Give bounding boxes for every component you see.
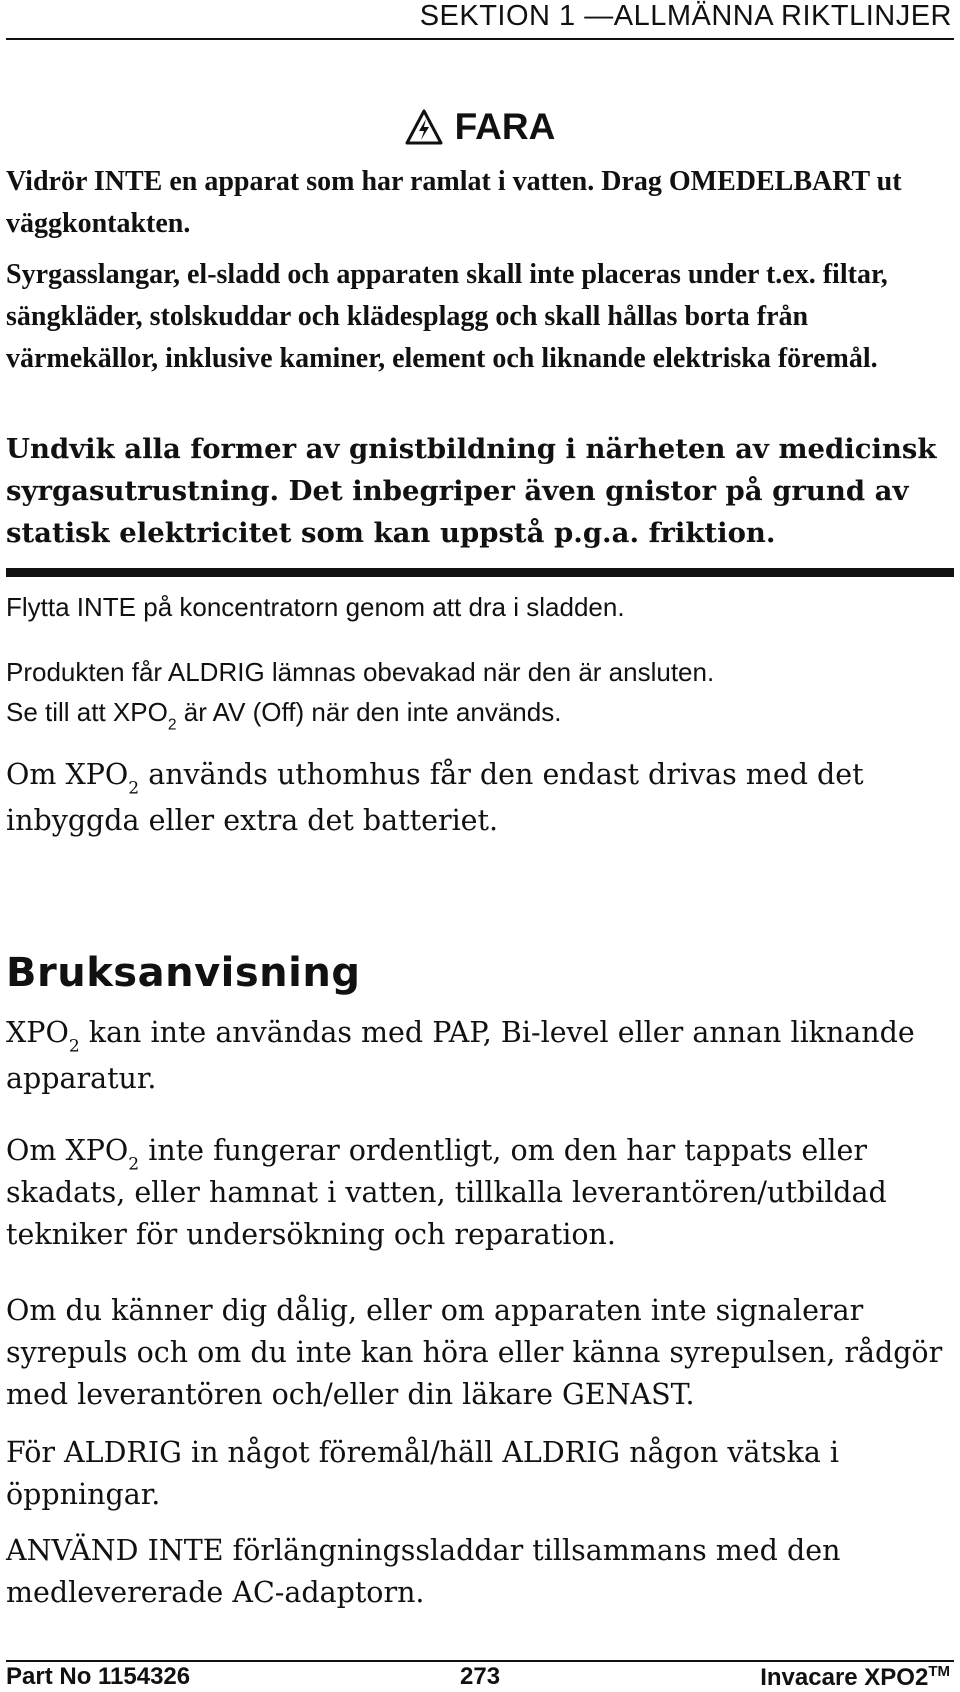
section-heading: Bruksanvisning bbox=[6, 950, 361, 996]
usage-text: inte fungerar ordentligt, om den har tappats eller skadats, eller hamnat i vatten, tillkalla leverantören/utbildad tekniker för undersökning och reparation. bbox=[6, 1134, 887, 1251]
danger-title: FARA bbox=[454, 106, 556, 147]
note-paragraph bbox=[6, 752, 950, 844]
danger-paragraph: Vidrör INTE en apparat som har ramlat i vatten. Drag OMEDELBART ut väggkontakten. bbox=[6, 166, 902, 239]
note-text: Om XPO bbox=[6, 758, 129, 791]
usage-paragraph: För ALDRIG in något föremål/häll ALDRIG någon vätska i öppningar. bbox=[6, 1436, 839, 1511]
subscript: 2 bbox=[68, 1036, 80, 1057]
note-line: Produkten får ALDRIG lämnas obevakad när den är ansluten. bbox=[6, 657, 715, 687]
danger-end-rule bbox=[6, 568, 954, 577]
part-number: Part No 1154326 bbox=[6, 1663, 191, 1690]
danger-paragraph: Syrgasslangar, el-sladd och apparaten skall inte placeras under t.ex. filtar, sängkläder, stolskuddar och klädesplagg och skall hållas borta från värmekällor, inklusive kaminer, element och liknande elektriska föremål. bbox=[6, 259, 888, 374]
warning-triangle-lightning-icon bbox=[405, 109, 443, 145]
trademark: TM bbox=[928, 1663, 950, 1680]
danger-heading bbox=[0, 106, 960, 148]
usage-text: Om XPO bbox=[6, 1134, 129, 1167]
product-text: Invacare XPO2 bbox=[760, 1664, 929, 1691]
subscript: 2 bbox=[128, 778, 140, 799]
section-header: SEKTION 1 —ALLMÄNNA RIKTLINJER bbox=[419, 0, 952, 32]
note-paragraph: Flytta INTE på koncentratorn genom att dra i sladden. bbox=[6, 592, 625, 622]
danger-paragraph: Undvik alla former av gnistbildning i närheten av medicinsk syrgasutrustning. Det inbegriper även gnistor på grund av statisk elektricitet som kan uppstå p.g.a. friktion. bbox=[6, 433, 937, 549]
note-paragraph bbox=[6, 652, 950, 732]
note-text: är AV (Off) när den inte används. bbox=[176, 697, 562, 727]
page-number: 273 bbox=[460, 1663, 501, 1690]
usage-paragraph: Om du känner dig dålig, eller om apparaten inte signalerar syrepuls och om du inte kan höra eller känna syrepulsen, rådgör med leverantören och/eller din läkare GENAST. bbox=[6, 1294, 943, 1411]
subscript: 2 bbox=[128, 1154, 140, 1175]
usage-paragraph bbox=[6, 1010, 950, 1102]
footer-rule bbox=[6, 1660, 954, 1662]
usage-text: kan inte användas med PAP, Bi-level eller annan liknande apparatur. bbox=[6, 1016, 915, 1095]
note-text: används uthomhus får den endast drivas med det inbyggda eller extra det batteriet. bbox=[6, 758, 864, 837]
usage-paragraph bbox=[6, 1130, 950, 1256]
usage-text: XPO bbox=[6, 1016, 69, 1049]
usage-paragraph: ANVÄND INTE förlängningssladdar tillsammans med den medlevererade AC-adaptorn. bbox=[6, 1534, 841, 1609]
header-rule bbox=[6, 38, 954, 40]
note-text: Se till att XPO bbox=[6, 697, 168, 727]
subscript: 2 bbox=[167, 716, 177, 734]
